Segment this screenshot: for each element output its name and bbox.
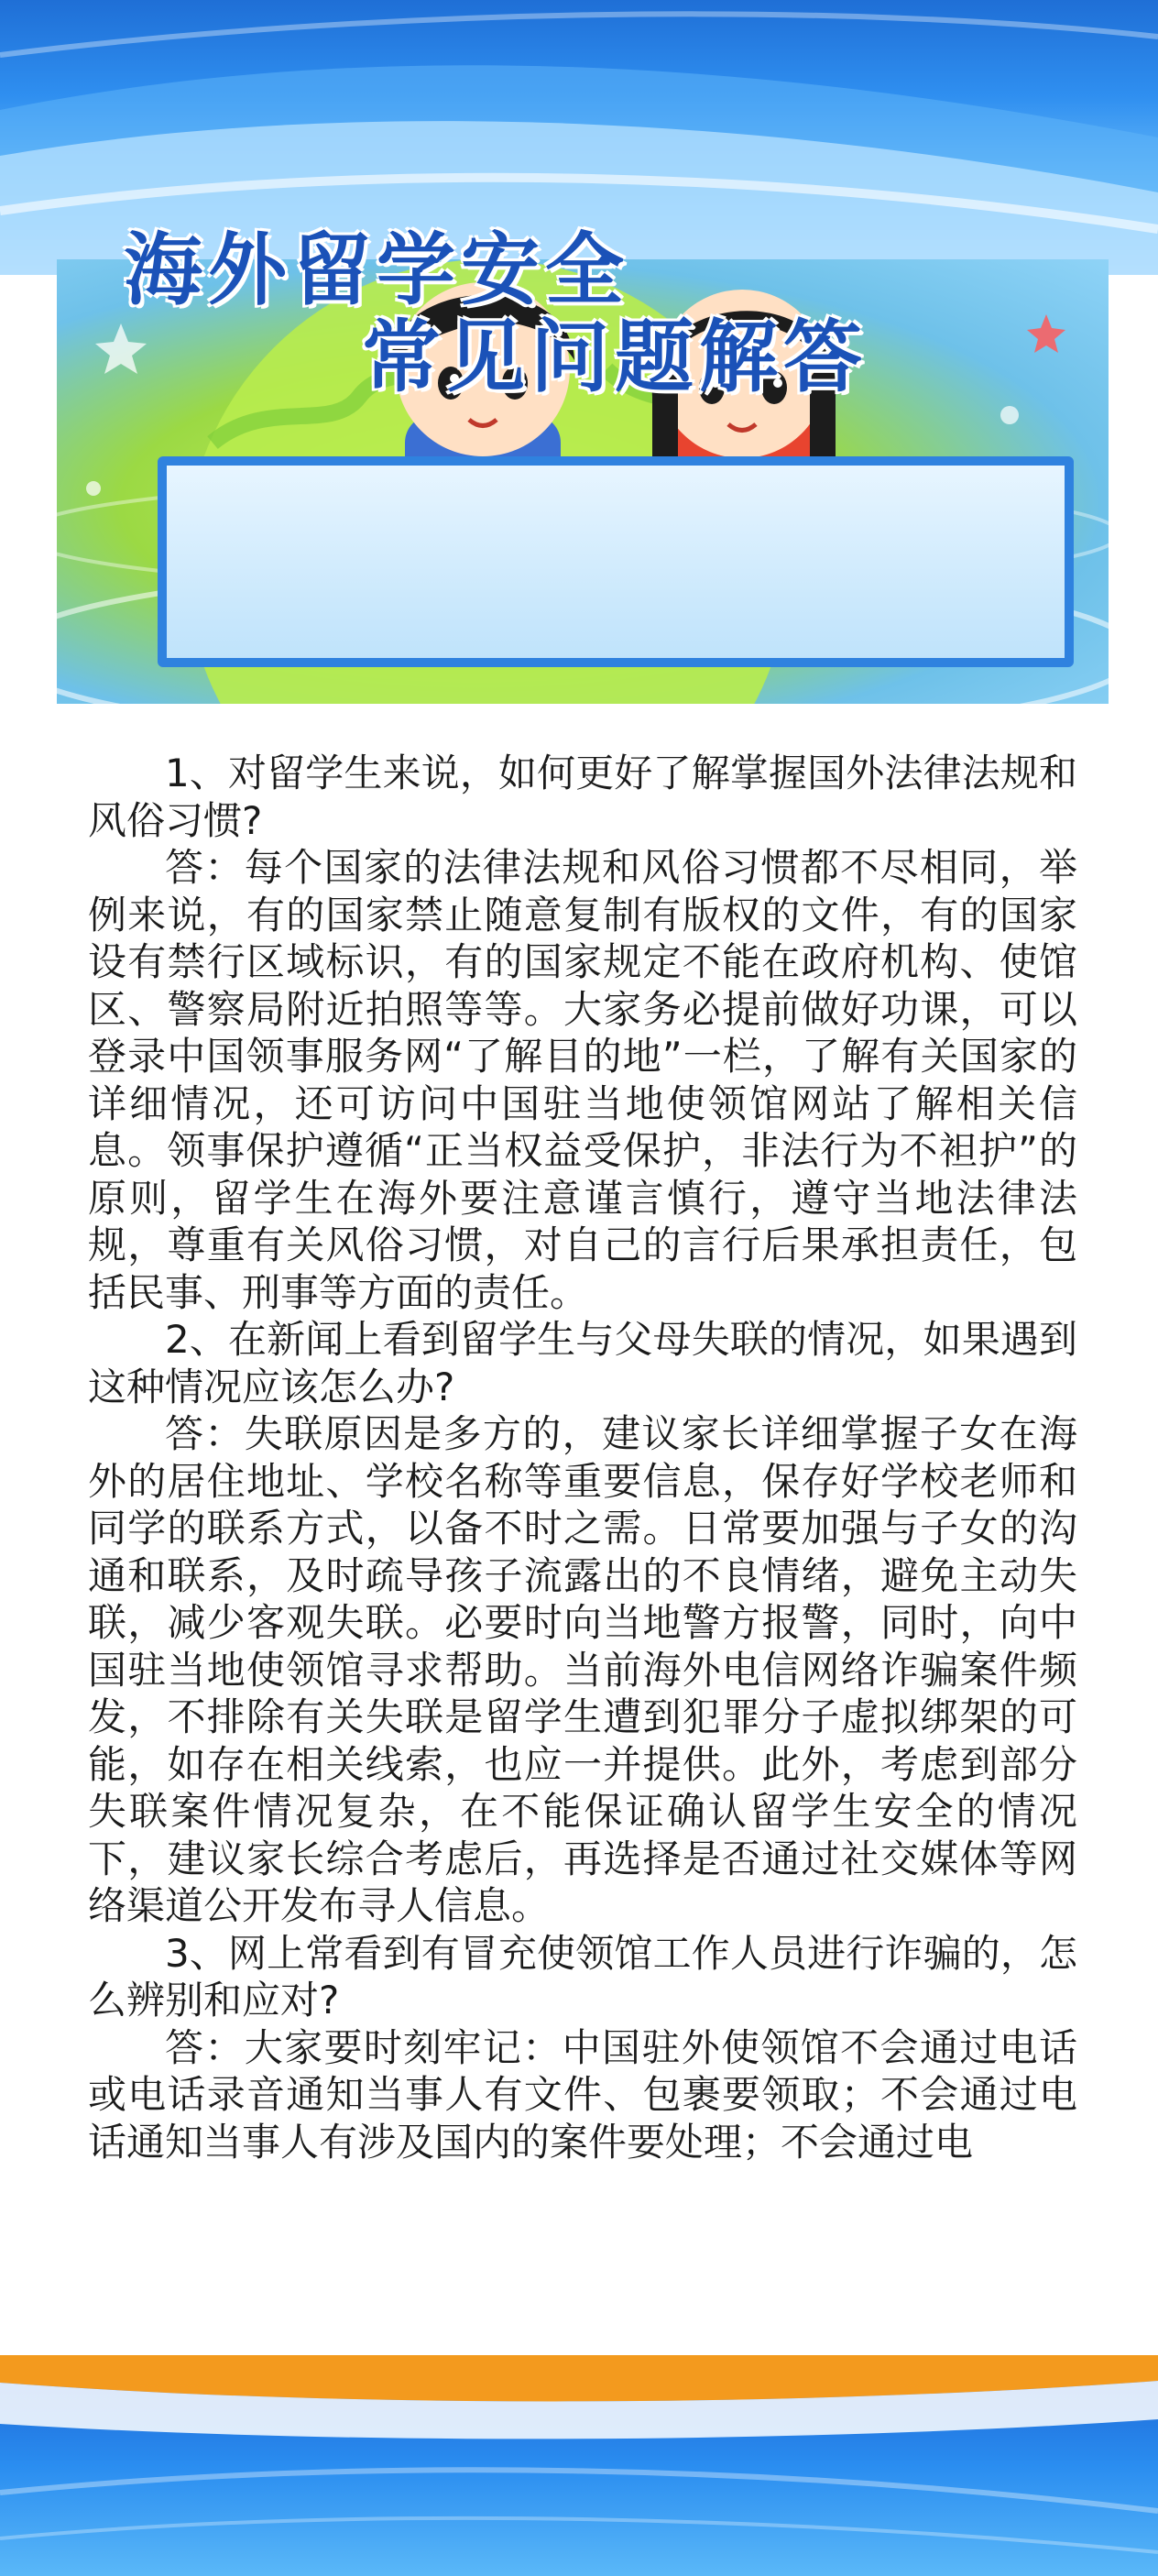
question-2: 2、在新闻上看到留学生与父母失联的情况，如果遇到这种情况应该怎么办? [88,1317,1077,1409]
banner-title-line-1: 海外留学安全 [124,225,629,316]
banner-title-line-2: 常见问题解答 [362,312,868,403]
bottom-decorative-band [0,2355,1158,2576]
answer-2: 答：失联原因是多方的，建议家长详细掌握子女在海外的居住地址、学校名称等重要信息，保存好学校老师和同学的联系方式，以备不时之需。日常要加强与子女的沟通和联系，及时疏导孩子流露出的不良情绪，避免主动失联，减少客观失联。必要时向当地警方报警，同时，向中国驻当地使领馆寻求帮助。当前海外电信网络诈骗案件频发，不排除有关失联是留学生遭到犯罪分子虚拟绑架的可能，如存在相关线索，也应一并提供。此外，考虑到部分失联案件情况复杂，在不能保证确认留学生安全的情况下，建议家长综合考虑后，再选择是否通过社交媒体等网络渠道公开发布寻人信息。 [88,1411,1077,1928]
answer-1: 答：每个国家的法律法规和风俗习惯都不尽相同，举例来说，有的国家禁止随意复制有版权的文件，有的国家设有禁行区域标识，有的国家规定不能在政府机构、使馆区、警察局附近拍照等等。大家务必提前做好功课，可以登录中国领事服务网“了解目的地”一栏，了解有关国家的详细情况，还可访问中国驻当地使领馆网站了解相关信息。领事保护遵循“正当权益受保护，非法行为不袒护”的原则，留学生在海外要注意谨言慎行，遵守当地法律法规，尊重有关风俗习惯，对自己的言行后果承担责任，包括民事、刑事等方面的责任。 [88,845,1077,1315]
question-1: 1、对留学生来说，如何更好了解掌握国外法律法规和风俗习惯? [88,751,1077,843]
bottom-wave-graphic [0,2355,1158,2576]
question-3: 3、网上常看到有冒充使领馆工作人员进行诈骗的，怎么辨别和应对? [88,1930,1077,2022]
answer-3: 答：大家要时刻牢记：中国驻外使领馆不会通过电话或电话录音通知当事人有文件、包裹要领取；不会通过电话通知当事人有涉及国内的案件要处理；不会通过电 [88,2024,1077,2165]
banner-title-panel [158,456,1074,667]
article-body [88,750,1077,2165]
